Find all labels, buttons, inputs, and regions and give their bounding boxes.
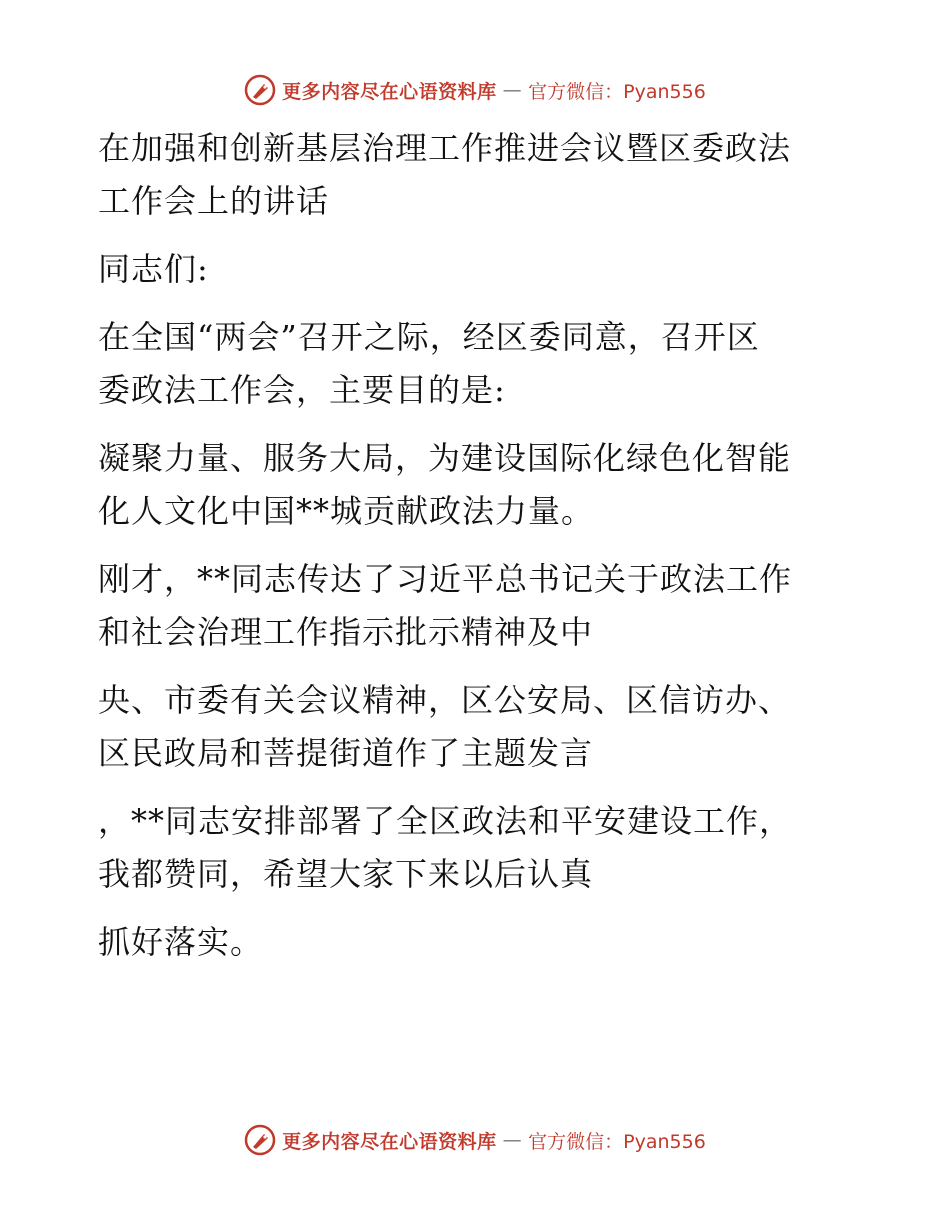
paragraph — [98, 674, 838, 780]
watermark-wechat: 官方微信：Pyan556 — [528, 1130, 706, 1153]
text-line: 凝聚力量、服务大局，为建设国际化绿色化智能 — [98, 439, 792, 477]
text-line: 区民政局和菩提街道作了主题发言 — [98, 734, 594, 772]
text-line: 我都赞同，希望大家下来以后认真 — [98, 855, 594, 893]
pen-nib-logo-icon — [244, 74, 276, 106]
watermark-dash: — — [502, 79, 523, 101]
watermark-dash: — — [502, 1129, 523, 1151]
footer-watermark — [0, 1120, 950, 1160]
document-body — [98, 122, 838, 984]
watermark-text: 更多内容尽在心语资料库 — [282, 80, 497, 103]
text-line: 委政法工作会，主要目的是: — [98, 371, 506, 409]
pen-nib-logo-icon — [244, 1124, 276, 1156]
paragraph — [98, 795, 838, 901]
text-line: 和社会治理工作指示批示精神及中 — [98, 613, 594, 651]
text-line: 同志们: — [98, 250, 209, 288]
paragraph-title — [98, 122, 838, 228]
text-line: 工作会上的讲话 — [98, 182, 330, 220]
text-line: 抓好落实。 — [98, 923, 264, 961]
text-line: 在加强和创新基层治理工作推进会议暨区委政法 — [98, 129, 792, 167]
text-line: 化人文化中国**城贡献政法力量。 — [98, 492, 595, 530]
watermark-text: 更多内容尽在心语资料库 — [282, 1130, 497, 1153]
header-watermark — [0, 70, 950, 110]
watermark-wechat: 官方微信：Pyan556 — [528, 80, 706, 103]
text-line: 在全国“两会”召开之际，经区委同意，召开区 — [98, 318, 760, 356]
text-line: ，**同志安排部署了全区政法和平安建设工作， — [98, 802, 793, 840]
paragraph — [98, 553, 838, 659]
paragraph — [98, 916, 838, 969]
text-line: 刚才，**同志传达了习近平总书记关于政法工作 — [98, 560, 793, 598]
text-line: 央、市委有关会议精神，区公安局、区信访办、 — [98, 681, 792, 719]
paragraph — [98, 432, 838, 538]
paragraph-salutation — [98, 243, 838, 296]
paragraph — [98, 311, 838, 417]
